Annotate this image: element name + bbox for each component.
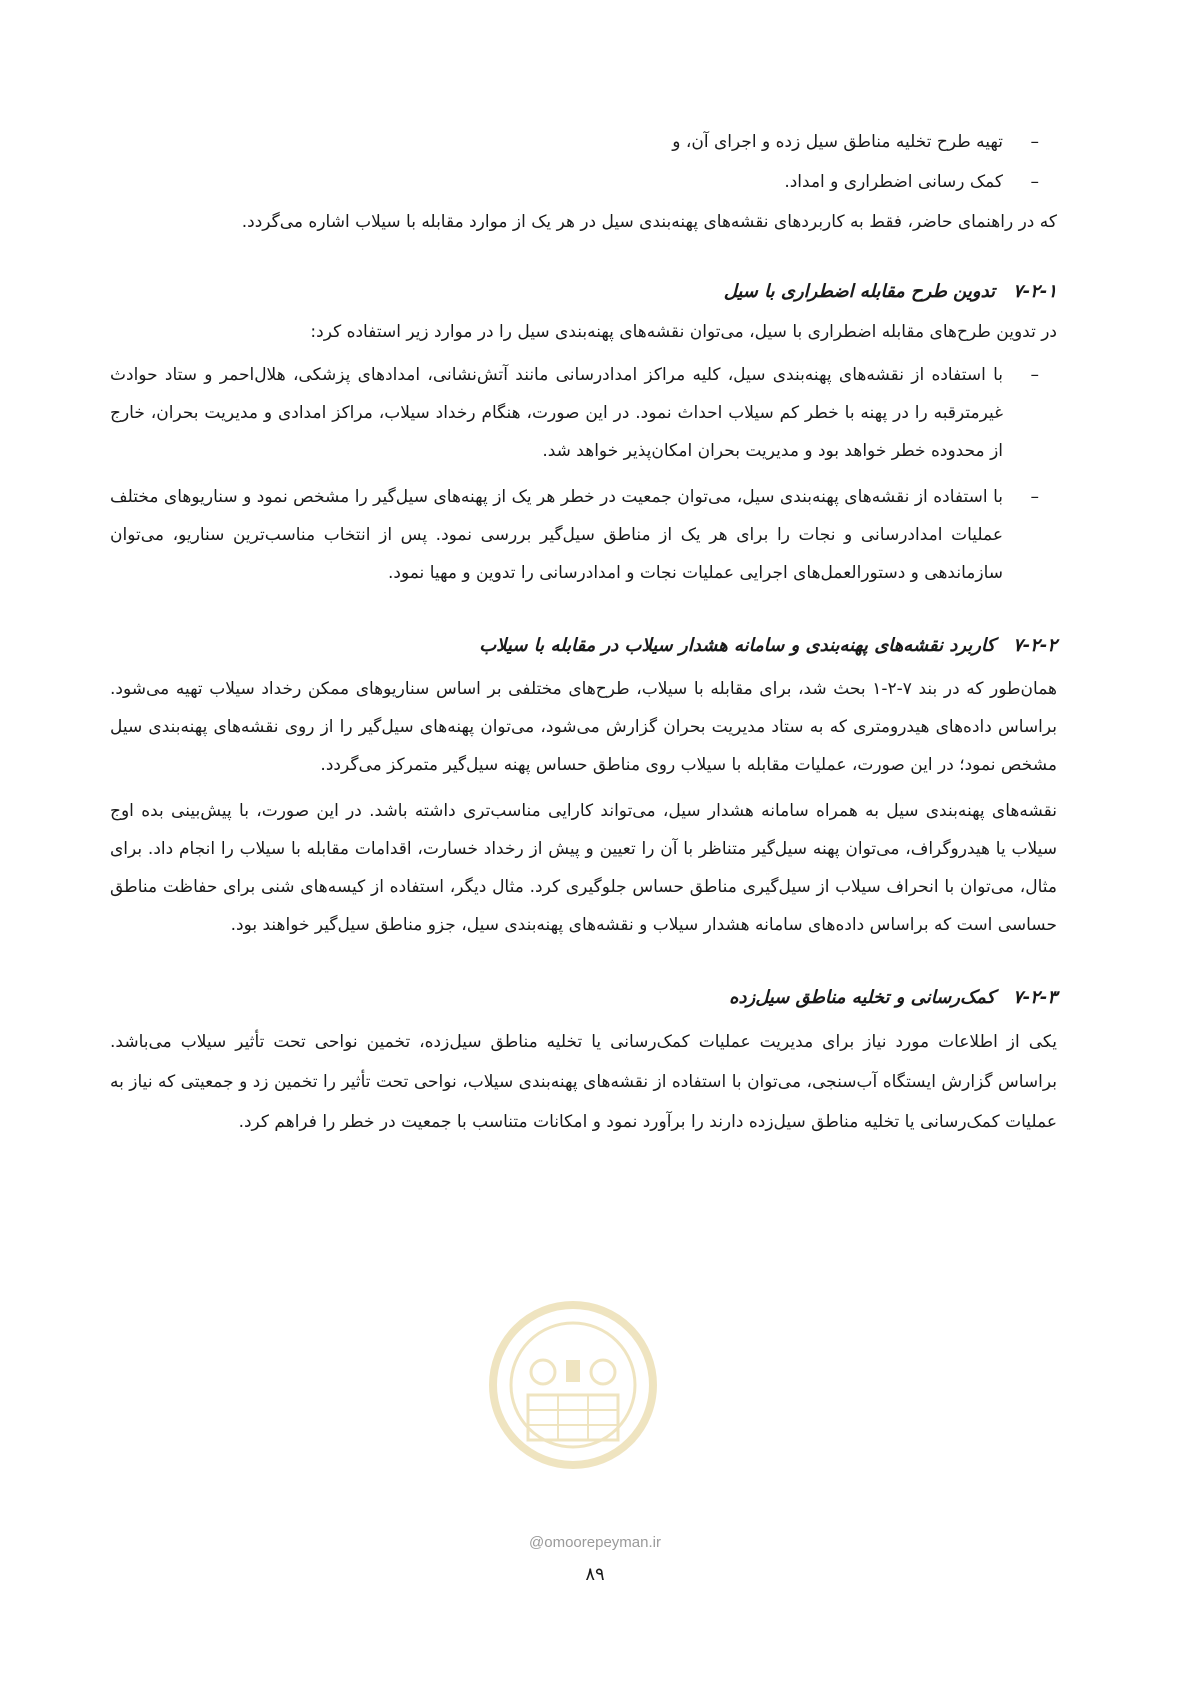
intro-bullet	[110, 166, 1057, 198]
page-number: ۸۹	[585, 1564, 605, 1585]
bullet-dash: –	[1030, 172, 1039, 192]
section-bullet	[110, 356, 1057, 470]
bullet-dash: –	[1030, 365, 1039, 385]
section-heading	[110, 276, 1057, 308]
bullet-text: با استفاده از نقشه‌های پهنه‌بندی سیل، می‌توان جمعیت در خطر هر یک از پهنه‌های سیل‌گیر را مشخص نمود و سناریوهای مختلف عملیات امدادرسانی و نجات را برای هر یک از مناطق سیل‌گیر بررسی نمود. پس از انتخاب مناسب‌ترین سناریو، می‌توان سازماندهی و دستورالعمل‌های اجرایی عملیات نجات و امدادرسانی را تدوین و مهیا نمود.	[110, 487, 1003, 583]
section-number: ۷-۲-۲	[1013, 635, 1057, 656]
intro-bullet	[110, 126, 1057, 158]
section-paragraph: نقشه‌های پهنه‌بندی سیل به همراه سامانه هشدار سیل، می‌تواند کارایی مناسب‌تری داشته باشد. در این صورت، با پیش‌بینی بده اوج سیلاب یا هیدروگراف، می‌توان پهنه سیل‌گیر متناظر با آن را تعیین و پیش از رخداد خسارت، اقدامات مقابله با سیلاب را انجام داد. برای مثال، می‌توان با انحراف سیلاب از سیل‌گیری مناطق حساس جلوگیری کرد. مثال دیگر، استفاده از کیسه‌های شنی برای حفاظت مناطق حساسی است که براساس داده‌های سامانه هشدار سیلاب و نقشه‌های پهنه‌بندی سیل، جزو مناطق سیل‌گیر خواهند بود.	[110, 801, 1057, 935]
section-number: ۷-۲-۱	[1013, 281, 1057, 302]
section-title: کمک‌رسانی و تخلیه مناطق سیل‌زده	[729, 987, 996, 1008]
section-bullet	[110, 478, 1057, 592]
section-heading	[110, 630, 1057, 662]
watermark-seal-icon	[488, 1300, 658, 1470]
section-lead: در تدوین طرح‌های مقابله اضطراری با سیل، می‌توان نقشه‌های پهنه‌بندی سیل را در موارد زیر استفاده کرد:	[310, 322, 1057, 342]
bullet-dash: –	[1030, 487, 1039, 507]
section-paragraph: یکی از اطلاعات مورد نیاز برای مدیریت عملیات کمک‌رسانی یا تخلیه مناطق سیل‌زده، تخمین نواحی تحت تأثیر سیلاب می‌باشد. براساس گزارش ایستگاه آب‌سنجی، می‌توان با استفاده از نقشه‌های پهنه‌بندی سیلاب، نواحی تحت تأثیر را تخمین زد و جمعیتی که نیاز به عملیات کمک‌رسانی یا تخلیه مناطق سیل‌زده دارند را برآورد نمود و امکانات متناسب با جمعیت در خطر را فراهم کرد.	[110, 1032, 1057, 1132]
bullet-text: با استفاده از نقشه‌های پهنه‌بندی سیل، کلیه مراکز امدادرسانی مانند آتش‌نشانی، امدادهای پزشکی، هلال‌احمر و ستاد حوادث غیرمترقبه را در پهنه با خطر کم سیلاب احداث نمود. در این صورت، هنگام رخداد سیلاب، مراکز امدادی و مدیریت بحران، خارج از محدوده خطر خواهد بود و مدیریت بحران امکان‌پذیر خواهد شد.	[110, 365, 1003, 461]
watermark-url: @omoorepeyman.ir	[529, 1534, 661, 1551]
section-number: ۷-۲-۳	[1013, 987, 1057, 1008]
page-content	[110, 126, 1057, 1142]
section-paragraph: همان‌طور که در بند ۷-۲-۱ بحث شد، برای مقابله با سیلاب، طرح‌های مختلفی بر اساس سناریوهای ممکن رخداد سیلاب تهیه می‌شود. براساس داده‌های هیدرومتری که به ستاد مدیریت بحران گزارش می‌شود، می‌توان پهنه‌های سیل‌گیر را از روی نقشه‌های پهنه‌بندی سیل مشخص نمود؛ در این صورت، عملیات مقابله با سیلاب روی مناطق حساس پهنه سیل‌گیر متمرکز می‌گردد.	[110, 679, 1057, 775]
section-title: تدوین طرح مقابله اضطراری با سیل	[723, 281, 996, 302]
bullet-text: تهیه طرح تخلیه مناطق سیل زده و اجرای آن، و	[672, 132, 1003, 152]
section-heading	[110, 982, 1057, 1014]
section-title: کاربرد نقشه‌های پهنه‌بندی و سامانه هشدار سیلاب در مقابله با سیلاب	[479, 635, 996, 656]
bullet-text: کمک رسانی اضطراری و امداد.	[784, 172, 1003, 192]
intro-closing: که در راهنمای حاضر، فقط به کاربردهای نقشه‌های پهنه‌بندی سیل در هر یک از موارد مقابله با سیلاب اشاره می‌گردد.	[241, 212, 1057, 232]
bullet-dash: –	[1030, 132, 1039, 152]
